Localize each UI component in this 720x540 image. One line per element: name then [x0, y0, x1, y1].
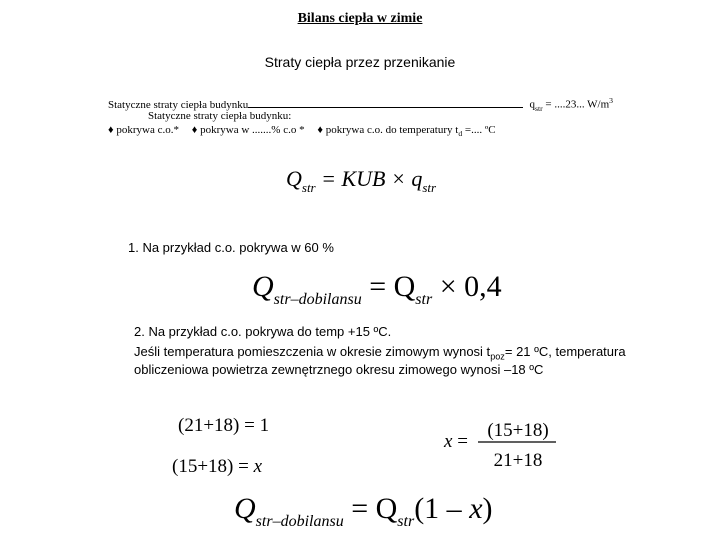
svg-text:(21+18) = 1: (21+18) = 1	[178, 415, 270, 436]
page-title: Bilans ciepła w zimie	[297, 11, 423, 26]
formula-dobilansu-60	[248, 262, 538, 312]
formula-dobilansu-x	[230, 484, 520, 534]
underline-fill	[248, 106, 523, 108]
svg-text:Qstr = KUB × qstr: $Q_{str}$ = KUB × $q_{str}$	[286, 166, 437, 195]
example-1: 1. Na przykład c.o. pokrywa w 60 %	[128, 240, 334, 255]
diamond-bullet-icon: ♦	[317, 124, 323, 136]
fraction-numerator: (15+18)	[487, 420, 549, 441]
example-2-line: obliczeniowa powietrza zewnętrznego okresu zimowego wynosi –18 ºC	[134, 362, 544, 377]
example-2-title: 2. Na przykład c.o. pokrywa do temp +15 ºC.	[134, 324, 392, 339]
svg-text:Qstr–dobilansu = Qstr(1 – x): $Q_{str-dobilansu} = Q_{str}(1 - x)$	[234, 492, 493, 530]
fraction-denominator: 21+18	[493, 450, 543, 471]
svg-text:Qstr–dobilansu = Qstr × 0,4: $Q_{str-dobilansu} = Q_{str} \times 0,4$	[252, 270, 502, 308]
formula-x-fraction	[440, 414, 560, 474]
svg-text:(15+18) = x: (15+18) = x	[172, 456, 263, 477]
option-full: pokrywa c.o.*	[116, 124, 179, 136]
option-temperature: pokrywa c.o. do temperatury $t_d$ =.... ºC	[325, 124, 496, 139]
diamond-bullet-icon: ♦	[108, 124, 114, 136]
diamond-bullet-icon: ♦	[191, 124, 198, 136]
static-loss-label: Statyczne straty ciepła budynku	[108, 98, 249, 111]
option-percent: pokrywa w .......% c.o *	[200, 124, 305, 136]
formula-ratio-x	[170, 451, 290, 481]
example-2-line: Jeśli temperatura pomieszczenia w okresie zimowym wynosi $t_{poz}= 21$ ºC, temperatura	[134, 344, 626, 362]
svg-text:x =: x =	[444, 431, 468, 452]
formula-ratio-one	[176, 410, 296, 440]
static-loss-value: $q_{str} = ....23$... $W/m^3$	[529, 96, 613, 113]
static-loss-heading: Statyczne straty ciepła budynku:	[148, 110, 292, 122]
page-subtitle: Straty ciepła przez przenikanie	[264, 54, 456, 70]
formula-qstr	[280, 160, 460, 200]
coverage-options	[108, 124, 496, 138]
